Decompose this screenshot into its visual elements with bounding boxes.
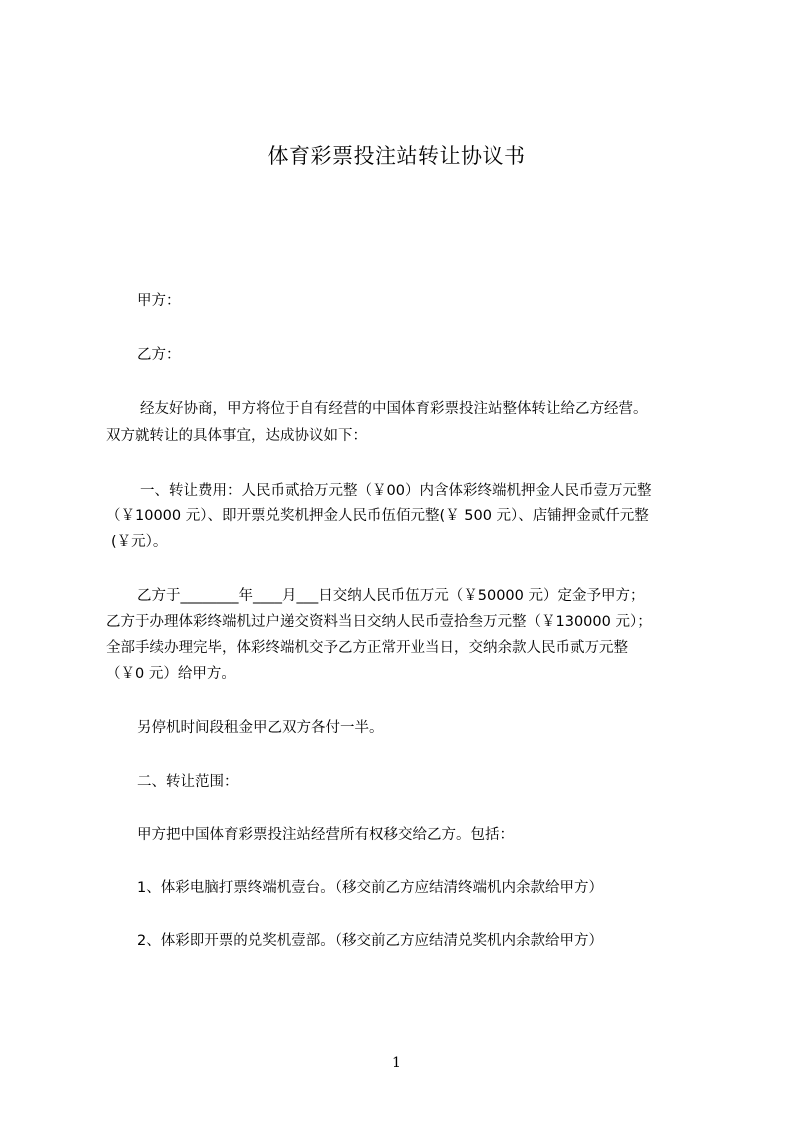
downtime-clause: 另停机时间段租金甲乙双方各付一半。 — [137, 720, 384, 736]
payment-line-3: 全部手续办理完毕，体彩终端机交予乙方正常开业当日，交纳余款人民币贰万元整 — [106, 640, 628, 656]
party-b-label: 乙方： — [137, 347, 181, 363]
payment-line-4: （￥0 元）给甲方。 — [106, 666, 236, 682]
intro-line-2: 双方就转让的具体事宜，达成协议如下： — [106, 428, 367, 444]
payment-line-1: 乙方于________年____月___日交纳人民币伍万元（￥50000 元）定金予甲方； — [137, 588, 645, 604]
section2-intro: 甲方把中国体育彩票投注站经营所有权移交给乙方。包括： — [137, 827, 514, 843]
list-item: 2、体彩即开票的兑奖机壹部。（移交前乙方应结清兑奖机内余款给甲方） — [137, 933, 603, 949]
payment-line-2: 乙方于办理体彩终端机过户递交资料当日交纳人民币壹拾叁万元整（￥130000 元）； — [106, 614, 652, 630]
section2-heading: 二、转让范围： — [137, 774, 239, 790]
section1-line-2: （￥10000 元）、即开票兑奖机押金人民币伍佰元整(￥ 500 元）、店铺押金贰仟元整 — [106, 508, 649, 524]
page-number: 1 — [392, 1055, 401, 1071]
party-a-label: 甲方： — [137, 293, 181, 309]
document-title: 体育彩票投注站转让协议书 — [267, 144, 526, 168]
section1-line-1: 一、转让费用：人民币贰拾万元整（￥00）内含体彩终端机押金人民币壹万元整 — [140, 483, 652, 499]
list-item: 1、体彩电脑打票终端机壹台。（移交前乙方应结清终端机内余款给甲方） — [137, 880, 603, 896]
intro-line-1: 经友好协商，甲方将位于自有经营的中国体育彩票投注站整体转让给乙方经营。 — [140, 401, 648, 417]
section1-line-3: (￥元）。 — [111, 534, 168, 550]
